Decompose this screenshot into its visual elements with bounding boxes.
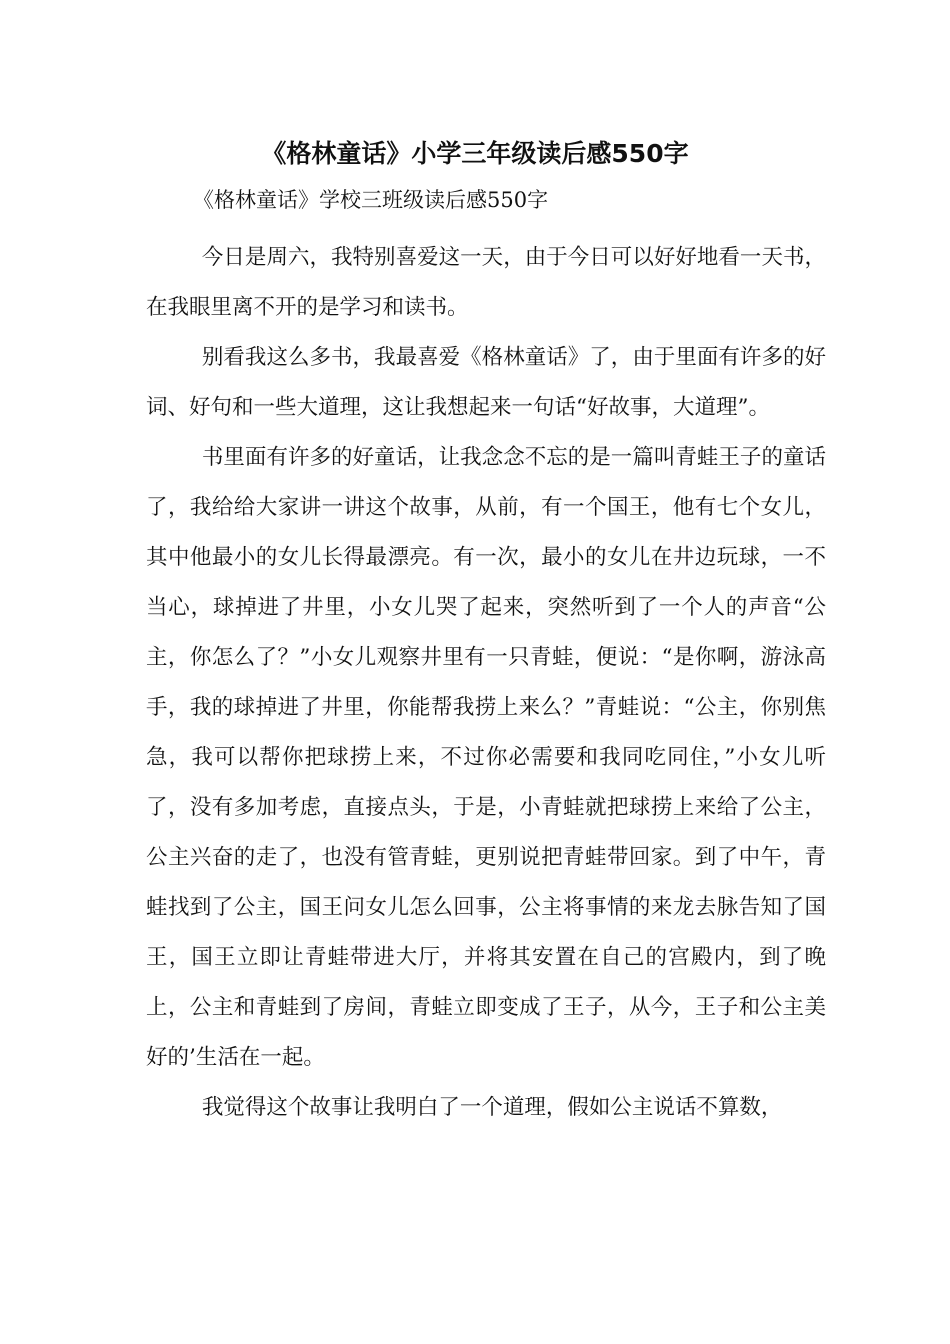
document-subtitle: 《格林童话》学校三班级读后感550字	[193, 188, 549, 212]
paragraph: 书里面有许多的好童话，让我念念不忘的是一篇叫青蛙王子的童话了，我给给大家讲一讲这个故事，从前，有一个国王，他有七个女儿，其中他最小的女儿长得最漂亮。有一次，最小的女儿在井边玩球，一不当心，球掉进了井里，小女儿哭了起来，突然听到了一个人的声音“公主，你怎么了？”小女儿观察井里有一只青蛙，便说：“是你啊，游泳高手，我的球掉进了井里，你能帮我捞上来么？”青蛙说：“公主，你别焦急，我可以帮你把球捞上来，不过你必需要和我同吃同住，”小女儿听了，没有多加考虑，直接点头，于是，小青蛙就把球捞上来给了公主，公主兴奋的走了，也没有管青蛙，更别说把青蛙带回家。到了中午，青蛙找到了公主，国王问女儿怎么回事，公主将事情的来龙去脉告知了国王，国王立即让青蛙带进大厅，并将其安置在自己的宫殿内，到了晚上，公主和青蛙到了房间，青蛙立即变成了王子，从今，王子和公主美好的’生活在一起。	[146, 445, 826, 1070]
paragraph: 我觉得这个故事让我明白了一个道理，假如公主说话不算数，	[201, 1095, 783, 1120]
document-body	[146, 233, 826, 1133]
paragraph: 别看我这么多书，我最喜爱《格林童话》了，由于里面有许多的好词、好句和一些大道理，这让我想起来一句话“好故事，大道理”。	[146, 345, 826, 420]
paragraph: 今日是周六，我特别喜爱这一天，由于今日可以好好地看一天书，在我眼里离不开的是学习和读书。	[146, 245, 826, 320]
document-title: 《格林童话》小学三年级读后感550字	[261, 139, 689, 168]
